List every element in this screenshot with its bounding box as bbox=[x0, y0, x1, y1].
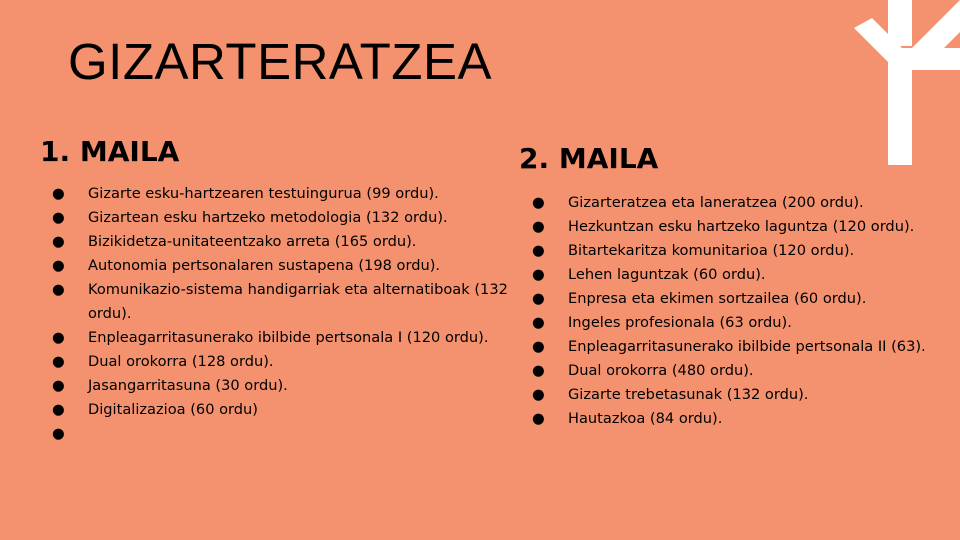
slide-title: GIZARTERATZEA bbox=[68, 33, 492, 90]
module-list-item bbox=[52, 398, 512, 422]
level1-heading: 1. MAILA bbox=[40, 135, 180, 168]
bullet-icon: ● bbox=[52, 185, 65, 202]
module-list-item bbox=[532, 359, 932, 383]
module-list-item bbox=[532, 383, 932, 407]
bullet-icon: ● bbox=[532, 338, 545, 355]
bullet-icon: ● bbox=[52, 401, 65, 418]
module-list-item bbox=[532, 191, 932, 215]
module-label: Lehen laguntzak (60 ordu). bbox=[568, 266, 766, 283]
level2-module-list bbox=[532, 191, 932, 431]
level1-module-list bbox=[52, 182, 512, 442]
module-list-item bbox=[532, 311, 932, 335]
module-label: Ingeles profesionala (63 ordu). bbox=[568, 314, 792, 331]
module-list-item bbox=[532, 407, 932, 431]
module-label: Enpleagarritasunerako ibilbide pertsonala I (120 ordu). bbox=[88, 329, 489, 346]
module-label: Enpresa eta ekimen sortzailea (60 ordu). bbox=[568, 290, 867, 307]
module-label: Gizartean esku hartzeko metodologia (132 ordu). bbox=[88, 209, 448, 226]
module-label: Bizikidetza-unitateentzako arreta (165 ordu). bbox=[88, 233, 417, 250]
bullet-icon: ● bbox=[532, 386, 545, 403]
module-label: Enpleagarritasunerako ibilbide pertsonala II (63). bbox=[568, 338, 926, 355]
module-label: Hezkuntzan esku hartzeko laguntza (120 ordu). bbox=[568, 218, 915, 235]
bullet-icon: ● bbox=[532, 266, 545, 283]
module-list-item bbox=[52, 278, 512, 326]
module-list-item bbox=[52, 350, 512, 374]
level2-heading: 2. MAILA bbox=[519, 142, 659, 175]
module-label: Gizarte trebetasunak (132 ordu). bbox=[568, 386, 809, 403]
bullet-icon: ● bbox=[52, 377, 65, 394]
module-label: Autonomia pertsonalaren sustapena (198 ordu). bbox=[88, 257, 441, 274]
module-list-item bbox=[532, 335, 932, 359]
bullet-icon: ● bbox=[52, 425, 65, 442]
module-list-item bbox=[52, 374, 512, 398]
module-label: Komunikazio-sistema handigarriak eta alternatiboak (132 ordu). bbox=[88, 281, 508, 322]
module-list-item bbox=[52, 230, 512, 254]
bullet-icon: ● bbox=[52, 257, 65, 274]
module-label: Bitartekaritza komunitarioa (120 ordu). bbox=[568, 242, 855, 259]
bullet-icon: ● bbox=[52, 209, 65, 226]
forked-y-logo-icon bbox=[800, 0, 960, 170]
bullet-icon: ● bbox=[532, 194, 545, 211]
module-list-item bbox=[532, 263, 932, 287]
bullet-icon: ● bbox=[532, 362, 545, 379]
bullet-icon: ● bbox=[52, 233, 65, 250]
module-label: Gizarteratzea eta laneratzea (200 ordu). bbox=[568, 194, 864, 211]
module-list-item bbox=[52, 254, 512, 278]
bullet-icon: ● bbox=[532, 290, 545, 307]
bullet-icon: ● bbox=[532, 218, 545, 235]
bullet-icon: ● bbox=[52, 281, 65, 298]
module-list-item bbox=[52, 326, 512, 350]
bullet-icon: ● bbox=[532, 242, 545, 259]
module-list-item bbox=[52, 182, 512, 206]
module-label: Gizarte esku-hartzearen testuingurua (99 ordu). bbox=[88, 185, 439, 202]
module-label: Dual orokorra (480 ordu). bbox=[568, 362, 754, 379]
module-list-item bbox=[532, 239, 932, 263]
module-list-item bbox=[532, 215, 932, 239]
module-label: Digitalizazioa (60 ordu) bbox=[88, 401, 258, 418]
bullet-icon: ● bbox=[52, 353, 65, 370]
module-list-item bbox=[52, 206, 512, 230]
module-list-item bbox=[532, 287, 932, 311]
module-label: Dual orokorra (128 ordu). bbox=[88, 353, 274, 370]
module-label: Jasangarritasuna (30 ordu). bbox=[88, 377, 288, 394]
bullet-icon: ● bbox=[52, 329, 65, 346]
bullet-icon: ● bbox=[532, 410, 545, 427]
module-label: Hautazkoa (84 ordu). bbox=[568, 410, 723, 427]
bullet-icon: ● bbox=[532, 314, 545, 331]
